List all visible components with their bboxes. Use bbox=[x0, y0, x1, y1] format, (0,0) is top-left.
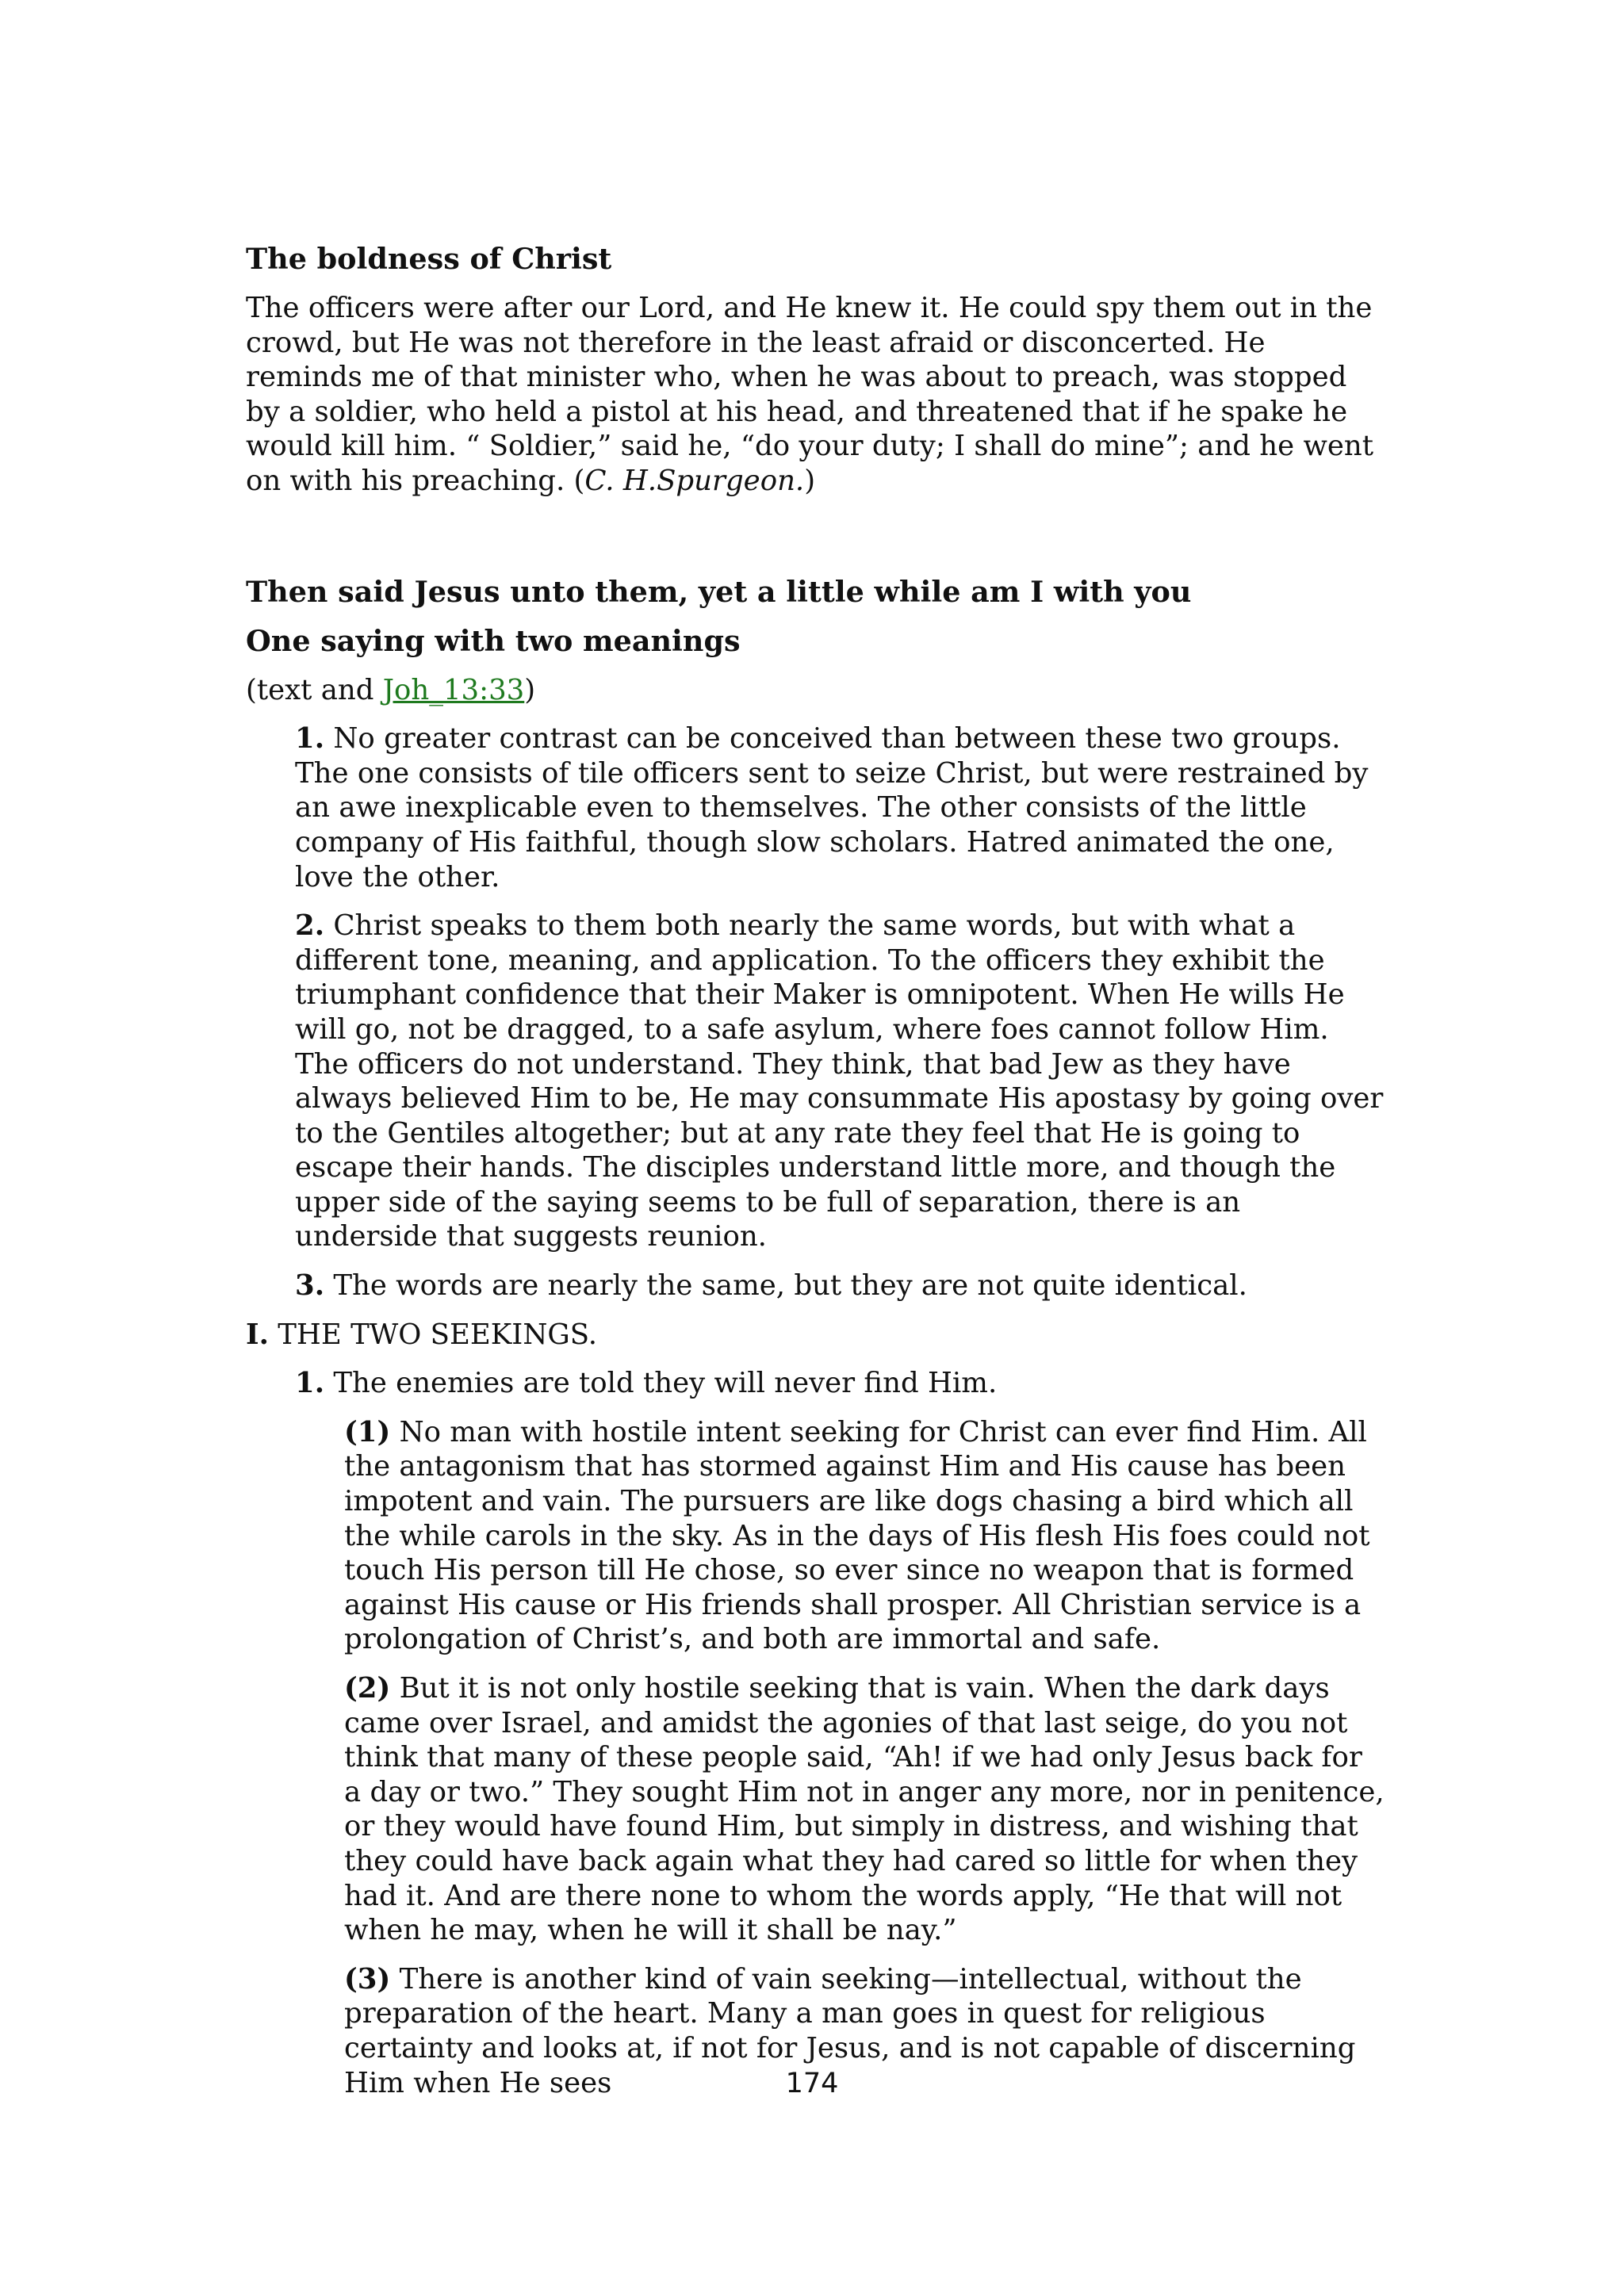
scripture-link[interactable]: Joh_13:33 bbox=[382, 673, 525, 706]
section-title: The boldness of Christ bbox=[246, 242, 612, 276]
subpoint-number: (2) bbox=[344, 1672, 391, 1705]
sub-point bbox=[246, 1415, 1388, 1657]
point-number: 1. bbox=[295, 722, 325, 756]
roman-heading bbox=[246, 1318, 1388, 1353]
numbered-point bbox=[246, 909, 1388, 1254]
point-number: 2. bbox=[295, 909, 325, 943]
subpoint-text: No man with hostile intent seeking for Christ can ever find Him. All the antagonism that has stormed against Him and His cause has been impotent and vain. The pursuers are like dogs chasing a bird which all the while carols in the sky. As in the days of His flesh His foes could not touch His person till He chose, so ever since no weapon that is formed against His cause or His friends shall prosper. All Christian service is a prolongation of Christ’s, and both are immortal and safe. bbox=[344, 1415, 1370, 1656]
point-text: Christ speaks to them both nearly the same words, but with what a different tone, meaning, and application. To the officers they exhibit the triumphant confidence that their Maker is omnipotent. When He wills He will go, not be dragged, to a safe asylum, where foes cannot follow Him. The officers do not understand. They think, that bad Jew as they have always believed Him to be, He may consummate His apostasy by going over to the Gentiles altogether; but at any rate they feel that He is going to escape their hands. The disciples understand little more, and though the upper side of the saying seems to be full of separation, there is an underside that suggests reunion. bbox=[295, 909, 1384, 1253]
body-paragraph bbox=[246, 291, 1388, 499]
reference-suffix: ) bbox=[524, 673, 536, 706]
point-text: The words are nearly the same, but they are not quite identical. bbox=[324, 1269, 1247, 1303]
subpoint-text: But it is not only hostile seeking that is vain. When the dark days came over Israel, and amidst the agonies of that last seige, do you not think that many of these people said, “Ah! if we had only Jesus back for a day or two.” They sought Him not in anger any more, nor in penitence, or they would have found Him, but simply in distress, and wishing that they could have back again what they had cared so little for when they had it. And are there none to whom the words apply, “He that will not when he may, when he will it shall be nay.” bbox=[344, 1672, 1385, 1947]
paragraph-text: The officers were after our Lord, and He knew it. He could spy them out in the crowd, but He was not therefore in the least afraid or disconcerted. He reminds me of that minister who, when he was about to preach, was stopped by a soldier, who held a pistol at his head, and threatened that if he spake he would kill him. “ Soldier,” said he, “do your duty; I shall do mine”; and he went on with his preaching. ( bbox=[246, 292, 1373, 497]
reference-prefix: (text and bbox=[246, 673, 383, 706]
numbered-point bbox=[246, 721, 1388, 894]
numbered-point bbox=[246, 1269, 1388, 1303]
roman-heading-text: THE TWO SEEKINGS. bbox=[268, 1318, 598, 1351]
subpoint-number: (3) bbox=[344, 1962, 391, 1996]
sub-point bbox=[246, 1671, 1388, 1948]
page-number: 174 bbox=[785, 2068, 839, 2099]
point-number: 3. bbox=[295, 1269, 325, 1303]
point-number: 1. bbox=[295, 1367, 325, 1400]
paragraph-text-end: ) bbox=[804, 464, 816, 497]
reference-line bbox=[246, 673, 1388, 708]
subpoint-number: (1) bbox=[344, 1415, 391, 1448]
point-text: The enemies are told they will never find Him. bbox=[324, 1367, 998, 1400]
numbered-point bbox=[246, 1366, 1388, 1401]
document-page bbox=[246, 242, 1388, 2100]
point-text: No greater contrast can be conceived than between these two groups. The one consists of tile officers sent to seize Christ, but were restrained by an awe inexplicable even to themselves. The other consists of the little company of His faithful, though slow scholars. Hatred animated the one, love the other. bbox=[295, 722, 1369, 894]
section-subtitle: One saying with two meanings bbox=[246, 623, 741, 658]
section-title: Then said Jesus unto them, yet a little while am I with you bbox=[246, 574, 1192, 609]
roman-numeral: I. bbox=[246, 1318, 269, 1351]
subpoint-text: There is another kind of vain seeking—intellectual, without the preparation of the heart. Many a man goes in quest for religious certainty and looks at, if not for Jesus, and is not capable of discerning Him when He sees bbox=[344, 1962, 1356, 2099]
citation: C. H.Spurgeon. bbox=[584, 464, 805, 497]
